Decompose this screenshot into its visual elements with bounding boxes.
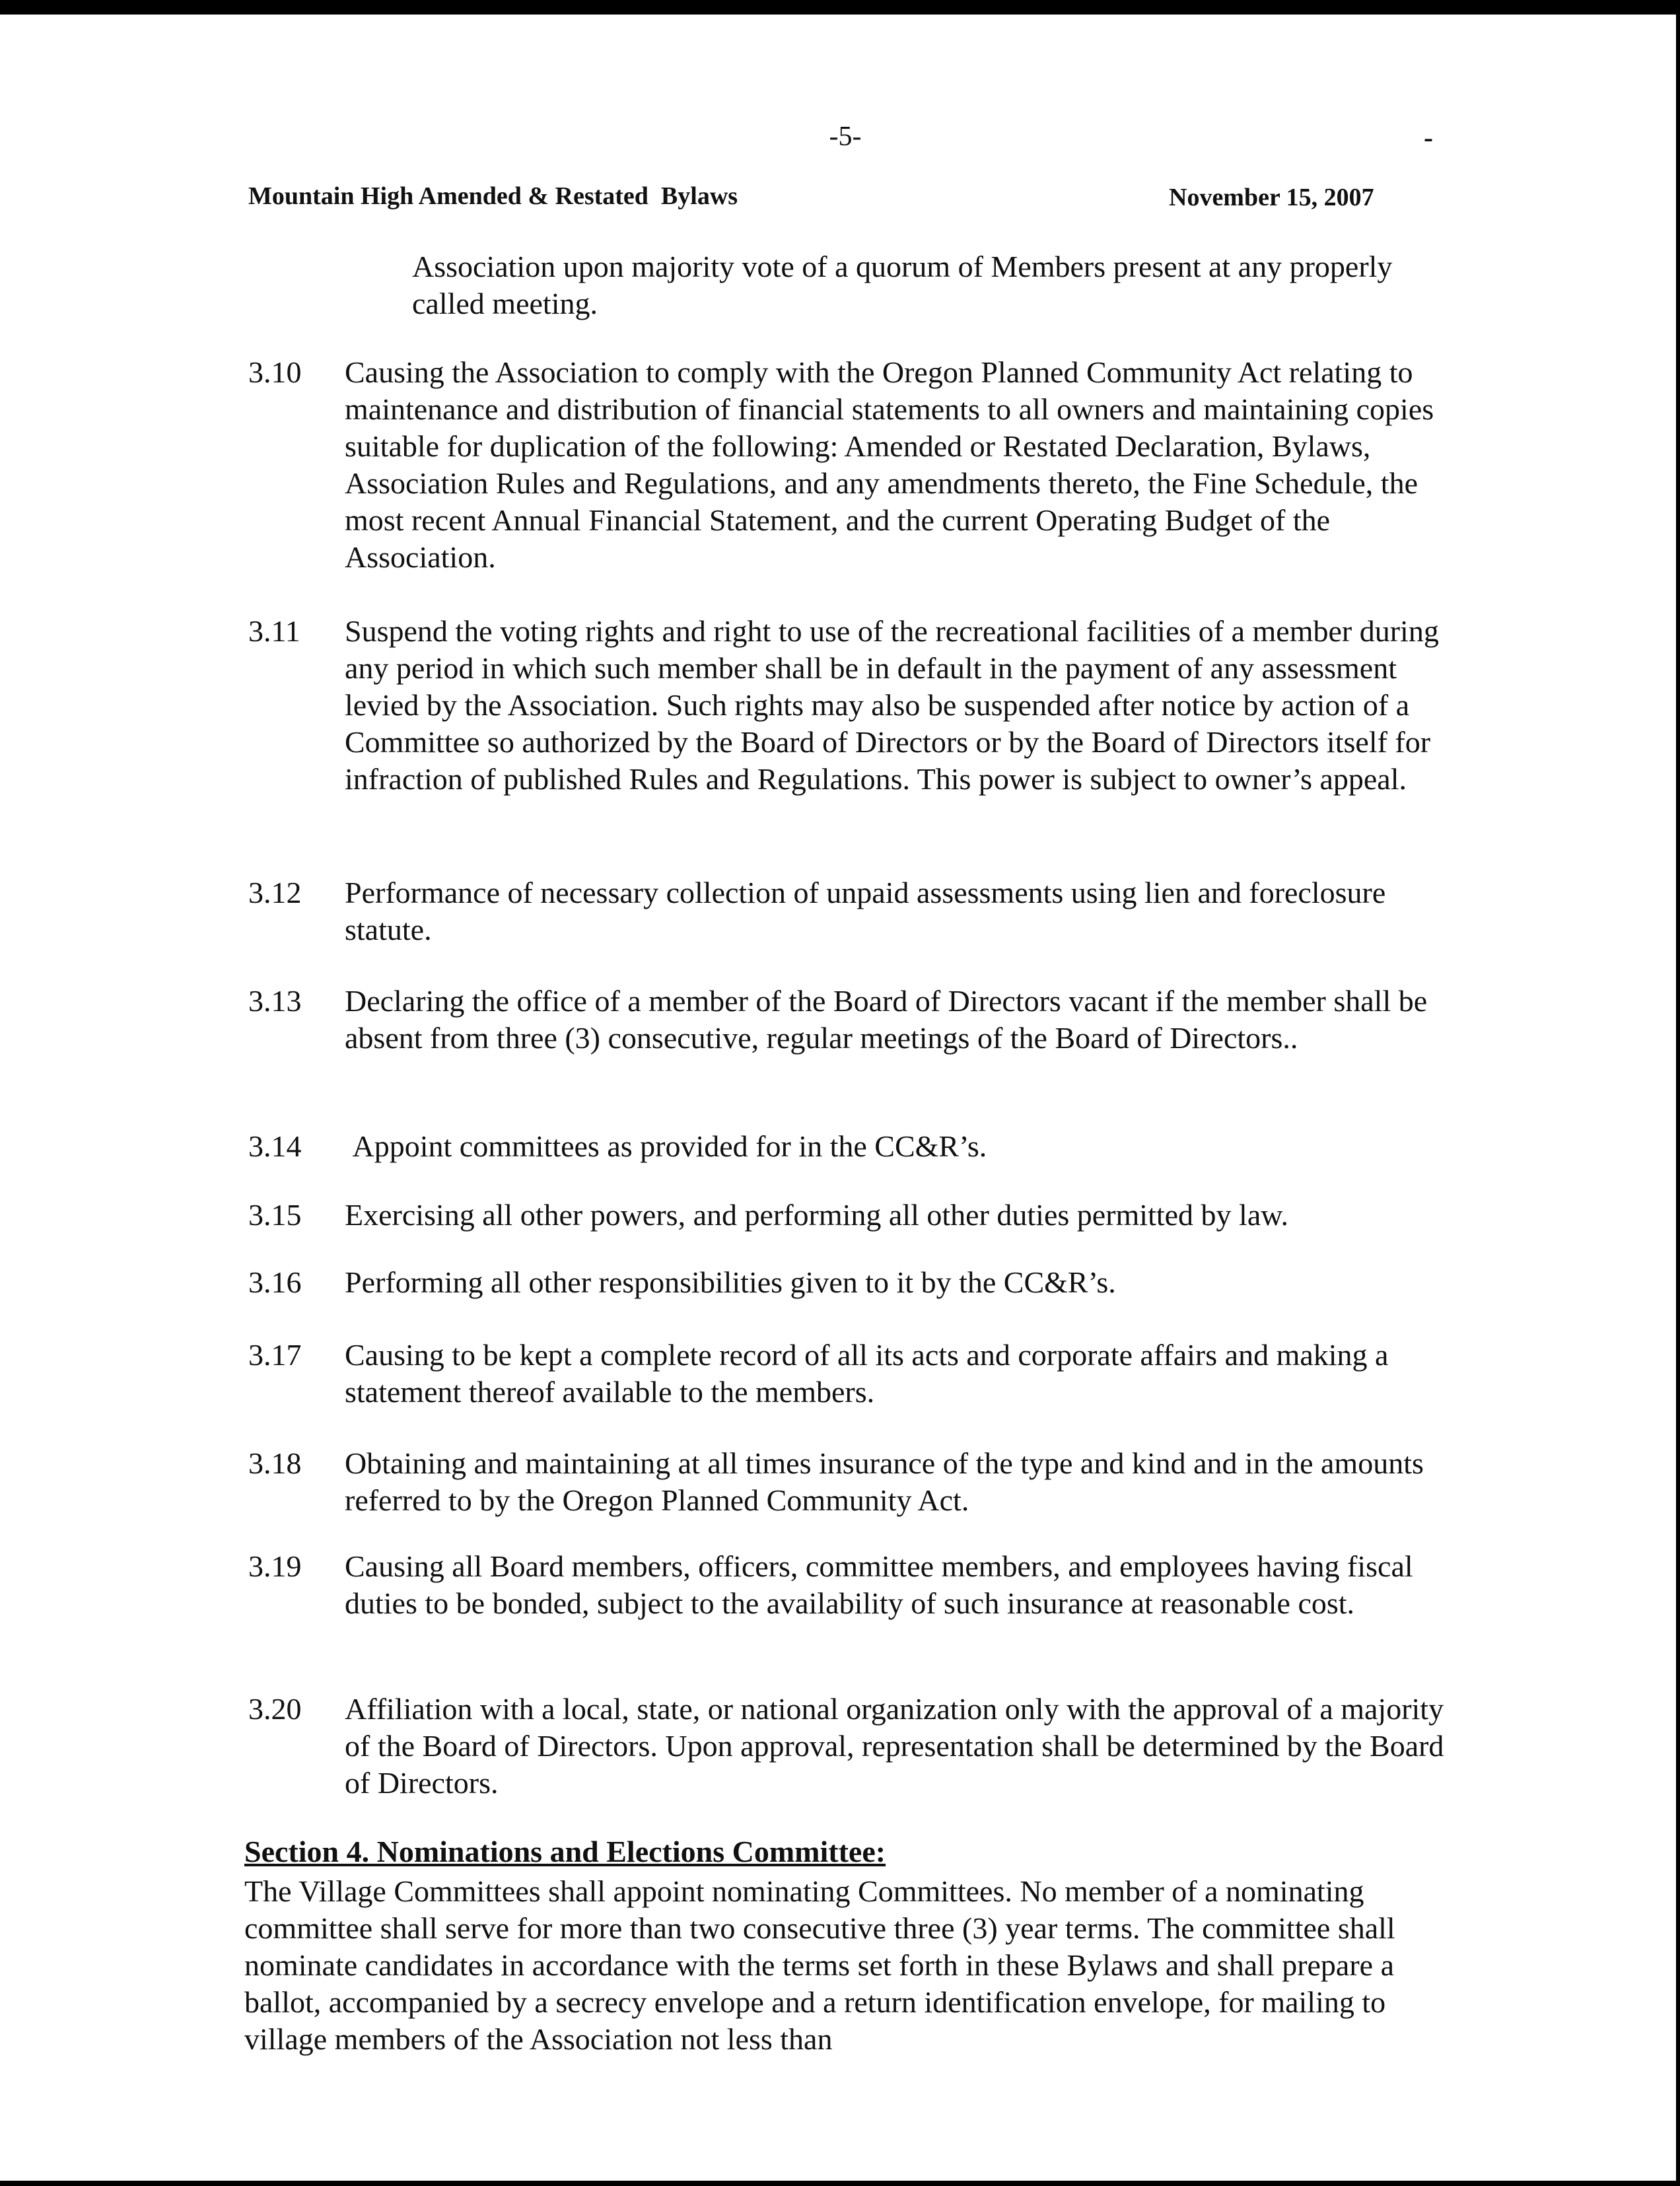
item-number: 3.11 xyxy=(248,614,300,648)
list-item-3-14 xyxy=(248,1128,1450,1165)
list-item-3-11 xyxy=(248,613,1450,798)
item-number: 3.18 xyxy=(248,1446,302,1480)
list-item-3-13 xyxy=(248,983,1450,1057)
item-text: Causing the Association to comply with the Oregon Planned Community Act relating to maintenance and distribution of financial statements to all owners and maintaining copies suitable for duplication of the following: Amended or Restated Declaration, Bylaws, Association Rules and Regulations, and any amendments thereto, the Fine Schedule, the most recent Annual Financial Statement, and the current Operating Budget of the Association. xyxy=(345,355,1434,574)
item-number: 3.17 xyxy=(248,1338,302,1372)
scan-border-bottom xyxy=(0,2181,1680,2186)
item-text: Suspend the voting rights and right to use of the recreational facilities of a member during any period in which such member shall be in default in the payment of any assessment levied by the Association. Such rights may also be suspended after notice by action of a Committee so authorized by the Board of Directors or by the Board of Directors itself for infraction of published Rules and Regulations. This power is subject to owner’s appeal. xyxy=(345,614,1439,796)
scan-border-top xyxy=(0,0,1680,15)
item-text: Performance of necessary collection of unpaid assessments using lien and foreclosure statute. xyxy=(345,876,1386,946)
item-number: 3.13 xyxy=(248,984,302,1018)
section-4-heading: Section 4. Nominations and Elections Committee: xyxy=(244,1835,886,1868)
item-number: 3.16 xyxy=(248,1265,302,1299)
scan-border-right xyxy=(1676,0,1680,2186)
item-text: Causing all Board members, officers, committee members, and employees having fiscal duties to be bonded, subject to the availability of such insurance at reasonable cost. xyxy=(345,1549,1413,1620)
page-number: -5- xyxy=(829,122,862,152)
item-text: Performing all other responsibilities given to it by the CC&R’s. xyxy=(345,1265,1116,1299)
item-text: Declaring the office of a member of the Board of Directors vacant if the member shall be absent from three (3) consecutive, regular meetings of the Board of Directors.. xyxy=(345,984,1428,1055)
item-number: 3.12 xyxy=(248,876,302,909)
list-item-3-20 xyxy=(248,1691,1450,1802)
list-item-3-16 xyxy=(248,1264,1450,1301)
list-item-3-19 xyxy=(248,1548,1450,1622)
item-text: Obtaining and maintaining at all times insurance of the type and kind and in the amounts referred to by the Oregon Planned Community Act. xyxy=(345,1446,1424,1517)
item-number: 3.15 xyxy=(248,1198,302,1232)
document-date: November 15, 2007 xyxy=(1169,184,1374,211)
item-text: Affiliation with a local, state, or national organization only with the approval of a majority of the Board of Directors. Upon approval, representation shall be determined by the Board of Directors. xyxy=(345,1692,1444,1800)
item-text: Exercising all other powers, and performing all other duties permitted by law. xyxy=(345,1198,1288,1232)
item-text: Causing to be kept a complete record of all its acts and corporate affairs and making a statement thereof available to the members. xyxy=(345,1338,1389,1409)
item-number: 3.19 xyxy=(248,1549,302,1583)
item-text: Appoint committees as provided for in the CC&R’s. xyxy=(345,1129,987,1163)
item-number: 3.14 xyxy=(248,1129,302,1163)
list-item-3-18 xyxy=(248,1445,1450,1519)
list-item-3-15 xyxy=(248,1197,1450,1234)
list-item-3-12 xyxy=(248,874,1450,948)
stray-mark: - xyxy=(1424,123,1433,153)
item-number: 3.20 xyxy=(248,1692,302,1726)
continuation-paragraph: Association upon majority vote of a quorum of Members present at any properly called meeting. xyxy=(412,250,1393,320)
list-item-3-17 xyxy=(248,1337,1450,1411)
document-title: Mountain High Amended & Restated Bylaws xyxy=(248,182,738,210)
section-4-paragraph: The Village Committees shall appoint nominating Committees. No member of a nominating committee shall serve for more than two consecutive three (3) year terms. The committee shall nominate candidates in accordance with the terms set forth in these Bylaws and shall prepare a ballot, accompanied by a secrecy envelope and a return identification envelope, for mailing to village members of the Association not less than xyxy=(244,1874,1395,2056)
list-item-3-10 xyxy=(248,354,1450,576)
item-number: 3.10 xyxy=(248,355,302,389)
